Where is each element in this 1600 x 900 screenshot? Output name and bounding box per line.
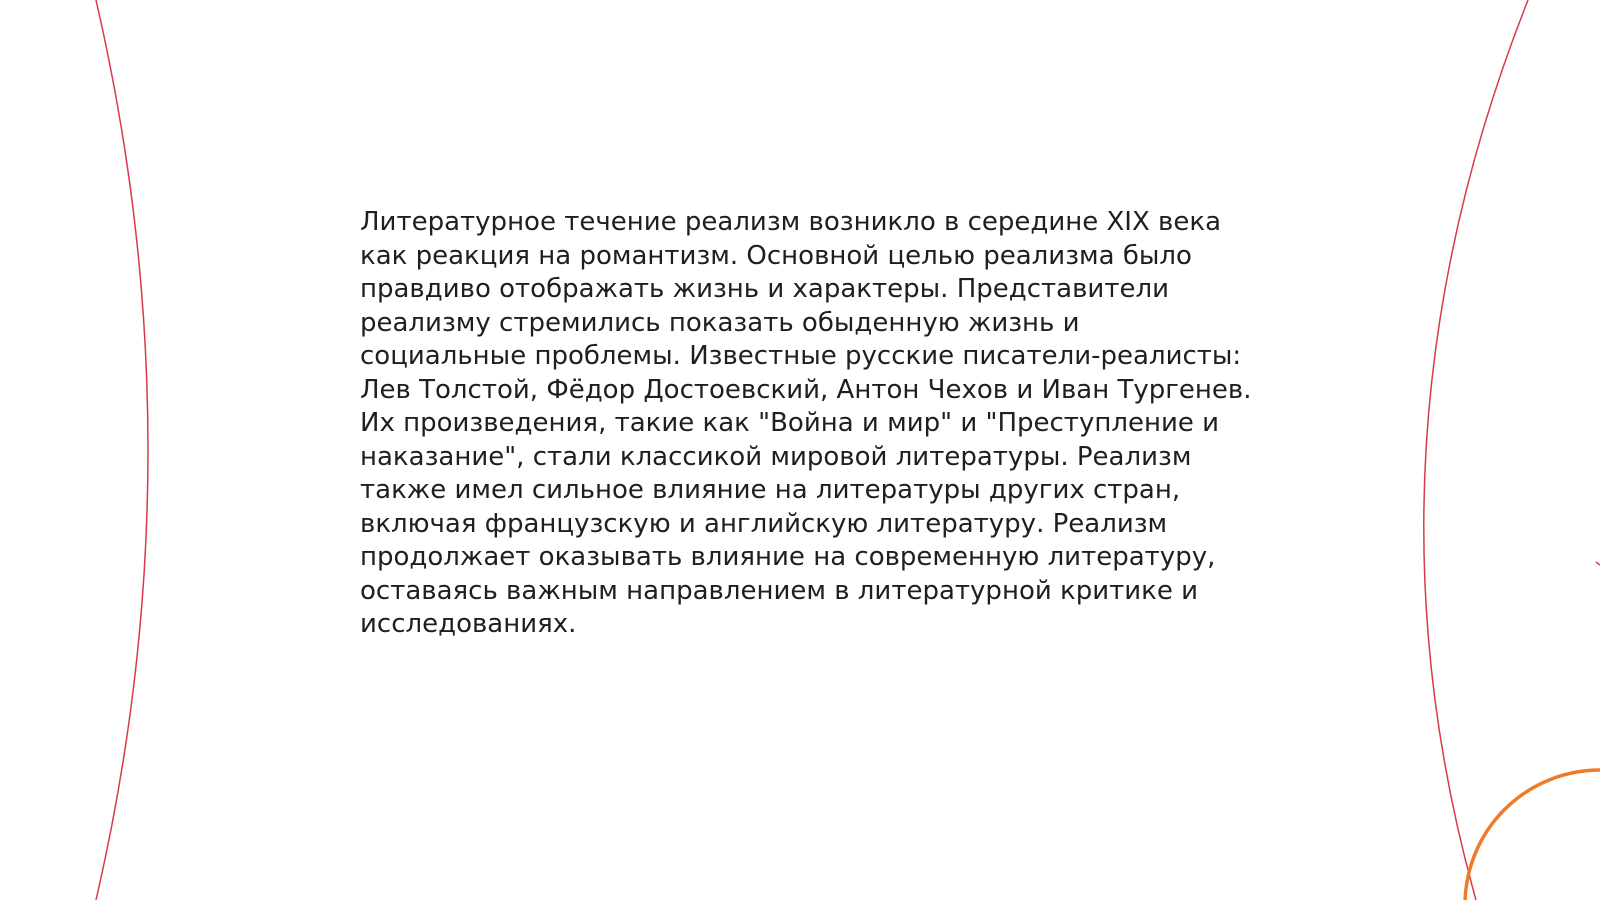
right-edge-tick	[1596, 562, 1600, 565]
slide-body-text: Литературное течение реализм возникло в середине XIX века как реакция на романтизм. Основной целью реализма было правдиво отображать жизнь и характеры. Представители реализму стремились показать обыденную жизнь и социальные проблемы. Известные русские писатели-реалисты: Лев Толстой, Фёдор Достоевский, Антон Чехов и Иван Тургенев. Их произведения, такие как "Война и мир" и "Преступление и наказание", стали классикой мировой литературы. Реализм также имел сильное влияние на литературы других стран, включая французскую и английскую литературу. Реализм продолжает оказывать влияние на современную литературу, оставаясь важным направлением в литературной критике и исследованиях.	[360, 207, 1252, 639]
left-arc-line	[96, 0, 148, 900]
right-arc-line	[1424, 0, 1528, 900]
orange-ring	[1465, 770, 1600, 900]
